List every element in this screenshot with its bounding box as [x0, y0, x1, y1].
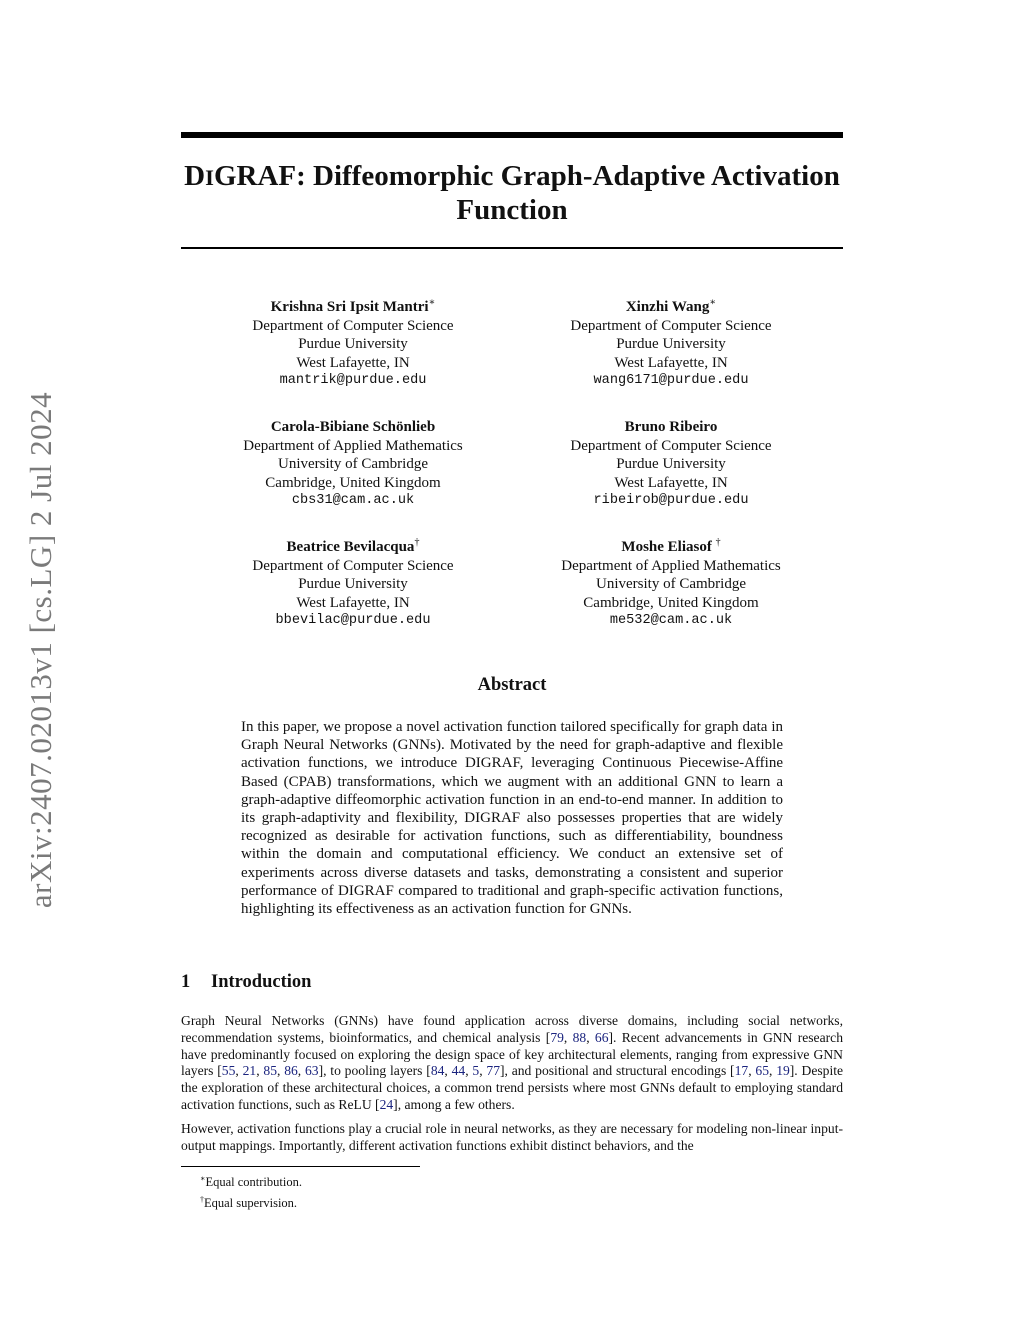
citation-link[interactable]: 55 — [221, 1063, 236, 1079]
author-row — [200, 414, 824, 534]
citation-link[interactable]: 66 — [594, 1029, 609, 1045]
citation-link[interactable]: 21 — [242, 1063, 257, 1079]
author-email[interactable]: bbevilac@purdue.edu — [275, 613, 431, 628]
author-location: Cambridge, United Kingdom — [583, 594, 759, 611]
author-department: Department of Computer Science — [252, 557, 454, 574]
intro-paragraph-1: Graph Neural Networks (GNNs) have found application across diverse domains, including social networks, recommendation systems, bioinformatics, and chemical analysis [79, 88, 66]. Recent advancements in GNN research have predominantly focused on exploring the design space of key architectural elements, ranging from expressive GNN layers [55, 21, 85, 86, 63], to pooling layers [84, 44, 5, 77], and positional and structural encodings [17, 65, 19]. Despite the exploration of these architectural choices, a common trend persists where most GNNs default to employing standard activation functions, such as ReLU [24], among a few others. — [181, 1013, 844, 1112]
footnote-rule — [181, 1166, 420, 1167]
citation-link[interactable]: 79 — [550, 1029, 564, 1045]
citation-link[interactable]: 84 — [430, 1063, 445, 1079]
author-name: Carola-Bibiane Schönlieb — [270, 419, 436, 435]
author-card — [518, 294, 824, 414]
title-graf: GRAF — [213, 160, 297, 192]
author-institution: Purdue University — [298, 576, 408, 592]
section-title: Introduction — [211, 972, 312, 992]
author-card — [518, 534, 824, 654]
citation-link[interactable]: 85 — [263, 1063, 277, 1079]
author-card — [200, 534, 506, 654]
author-name: Bruno Ribeiro — [624, 419, 718, 435]
title-line2: Function — [456, 194, 568, 226]
title-top-rule — [181, 132, 843, 138]
author-department: Department of Computer Science — [570, 317, 772, 334]
author-location: Cambridge, United Kingdom — [265, 474, 441, 491]
author-institution: University of Cambridge — [278, 456, 428, 472]
citation-link[interactable]: 63 — [304, 1063, 319, 1079]
author-department: Department of Applied Mathematics — [561, 557, 781, 574]
section-number: 1 — [181, 972, 191, 992]
author-block — [200, 294, 824, 654]
author-email[interactable]: me532@cam.ac.uk — [609, 613, 733, 628]
author-name: Moshe Eliasof † — [621, 537, 721, 555]
author-card — [200, 414, 506, 534]
author-email[interactable]: ribeirob@purdue.edu — [593, 493, 749, 508]
abstract-heading: Abstract — [477, 675, 547, 695]
title-bottom-rule — [181, 247, 843, 249]
author-email[interactable]: mantrik@purdue.edu — [279, 373, 427, 388]
author-name: Xinzhi Wang∗ — [625, 297, 717, 315]
author-name: Krishna Sri Ipsit Mantri∗ — [270, 297, 436, 315]
author-institution: Purdue University — [616, 336, 726, 352]
footnote: †Equal supervision. — [200, 1195, 298, 1211]
author-department: Department of Computer Science — [252, 317, 454, 334]
author-row — [200, 294, 824, 414]
intro-paragraph-2: However, activation functions play a crucial role in neural networks, as they are necessary for modeling non-linear input-output mappings. Importantly, different activation functions exhibit distinct behaviors, and the — [181, 1121, 843, 1153]
citation-link[interactable]: 17 — [734, 1063, 749, 1079]
author-email[interactable]: wang6171@purdue.edu — [593, 373, 749, 388]
paper-title — [181, 160, 843, 227]
citation-link[interactable]: 65 — [755, 1063, 769, 1079]
abstract-text: In this paper, we propose a novel activation function tailored specifically for graph data in Graph Neural Networks (GNNs). Motivated by the need for graph-adaptive and flexible activation functions, we introduce DIGRAF, leveraging Continuous Piecewise-Affine Based (CPAB) transformations, which we augment with an additional GNN to learn a graph-adaptive diffeomorphic activation function in an end-to-end manner. In addition to its graph-adaptivity and flexibility, DIGRAF also possesses properties that are widely recognized as desirable for activation functions, such as differentiability, boundness within the domain and computational efficiency. We conduct an extensive set of experiments across diverse datasets and tasks, demonstrating a consistent and superior performance of DIGRAF compared to traditional and graph-specific activation functions, highlighting its effectiveness as an activation function for GNNs. — [241, 719, 783, 918]
section-heading — [181, 972, 843, 993]
title-line1-rest: : Diffeomorphic Graph-Adaptive Activation — [296, 160, 840, 192]
author-institution: University of Cambridge — [596, 576, 746, 592]
author-department: Department of Applied Mathematics — [243, 437, 463, 454]
author-card — [518, 414, 824, 534]
citation-link[interactable]: 19 — [776, 1063, 790, 1079]
author-location: West Lafayette, IN — [614, 474, 728, 491]
author-location: West Lafayette, IN — [296, 354, 410, 371]
citation-link[interactable]: 44 — [451, 1063, 466, 1079]
author-email[interactable]: cbs31@cam.ac.uk — [291, 493, 415, 508]
author-location: West Lafayette, IN — [296, 594, 410, 611]
citation-link[interactable]: 88 — [572, 1029, 587, 1045]
author-card — [200, 294, 506, 414]
title-d: D — [184, 160, 206, 192]
title-i: I — [205, 165, 214, 190]
footnotes — [200, 1170, 600, 1212]
author-name: Beatrice Bevilacqua† — [286, 537, 420, 555]
arxiv-identifier-stamp[interactable]: arXiv:2407.02013v1 [cs.LG] 2 Jul 2024 — [23, 391, 58, 909]
citation-link[interactable]: 86 — [284, 1063, 298, 1079]
author-institution: Purdue University — [616, 456, 726, 472]
citation-link[interactable]: 5 — [472, 1063, 480, 1079]
author-department: Department of Computer Science — [570, 437, 772, 454]
author-institution: Purdue University — [298, 336, 408, 352]
author-row — [200, 534, 824, 654]
citation-link[interactable]: 77 — [486, 1063, 500, 1079]
citation-link[interactable]: 24 — [379, 1096, 394, 1112]
footnote: ∗Equal contribution. — [200, 1174, 302, 1190]
author-location: West Lafayette, IN — [614, 354, 728, 371]
